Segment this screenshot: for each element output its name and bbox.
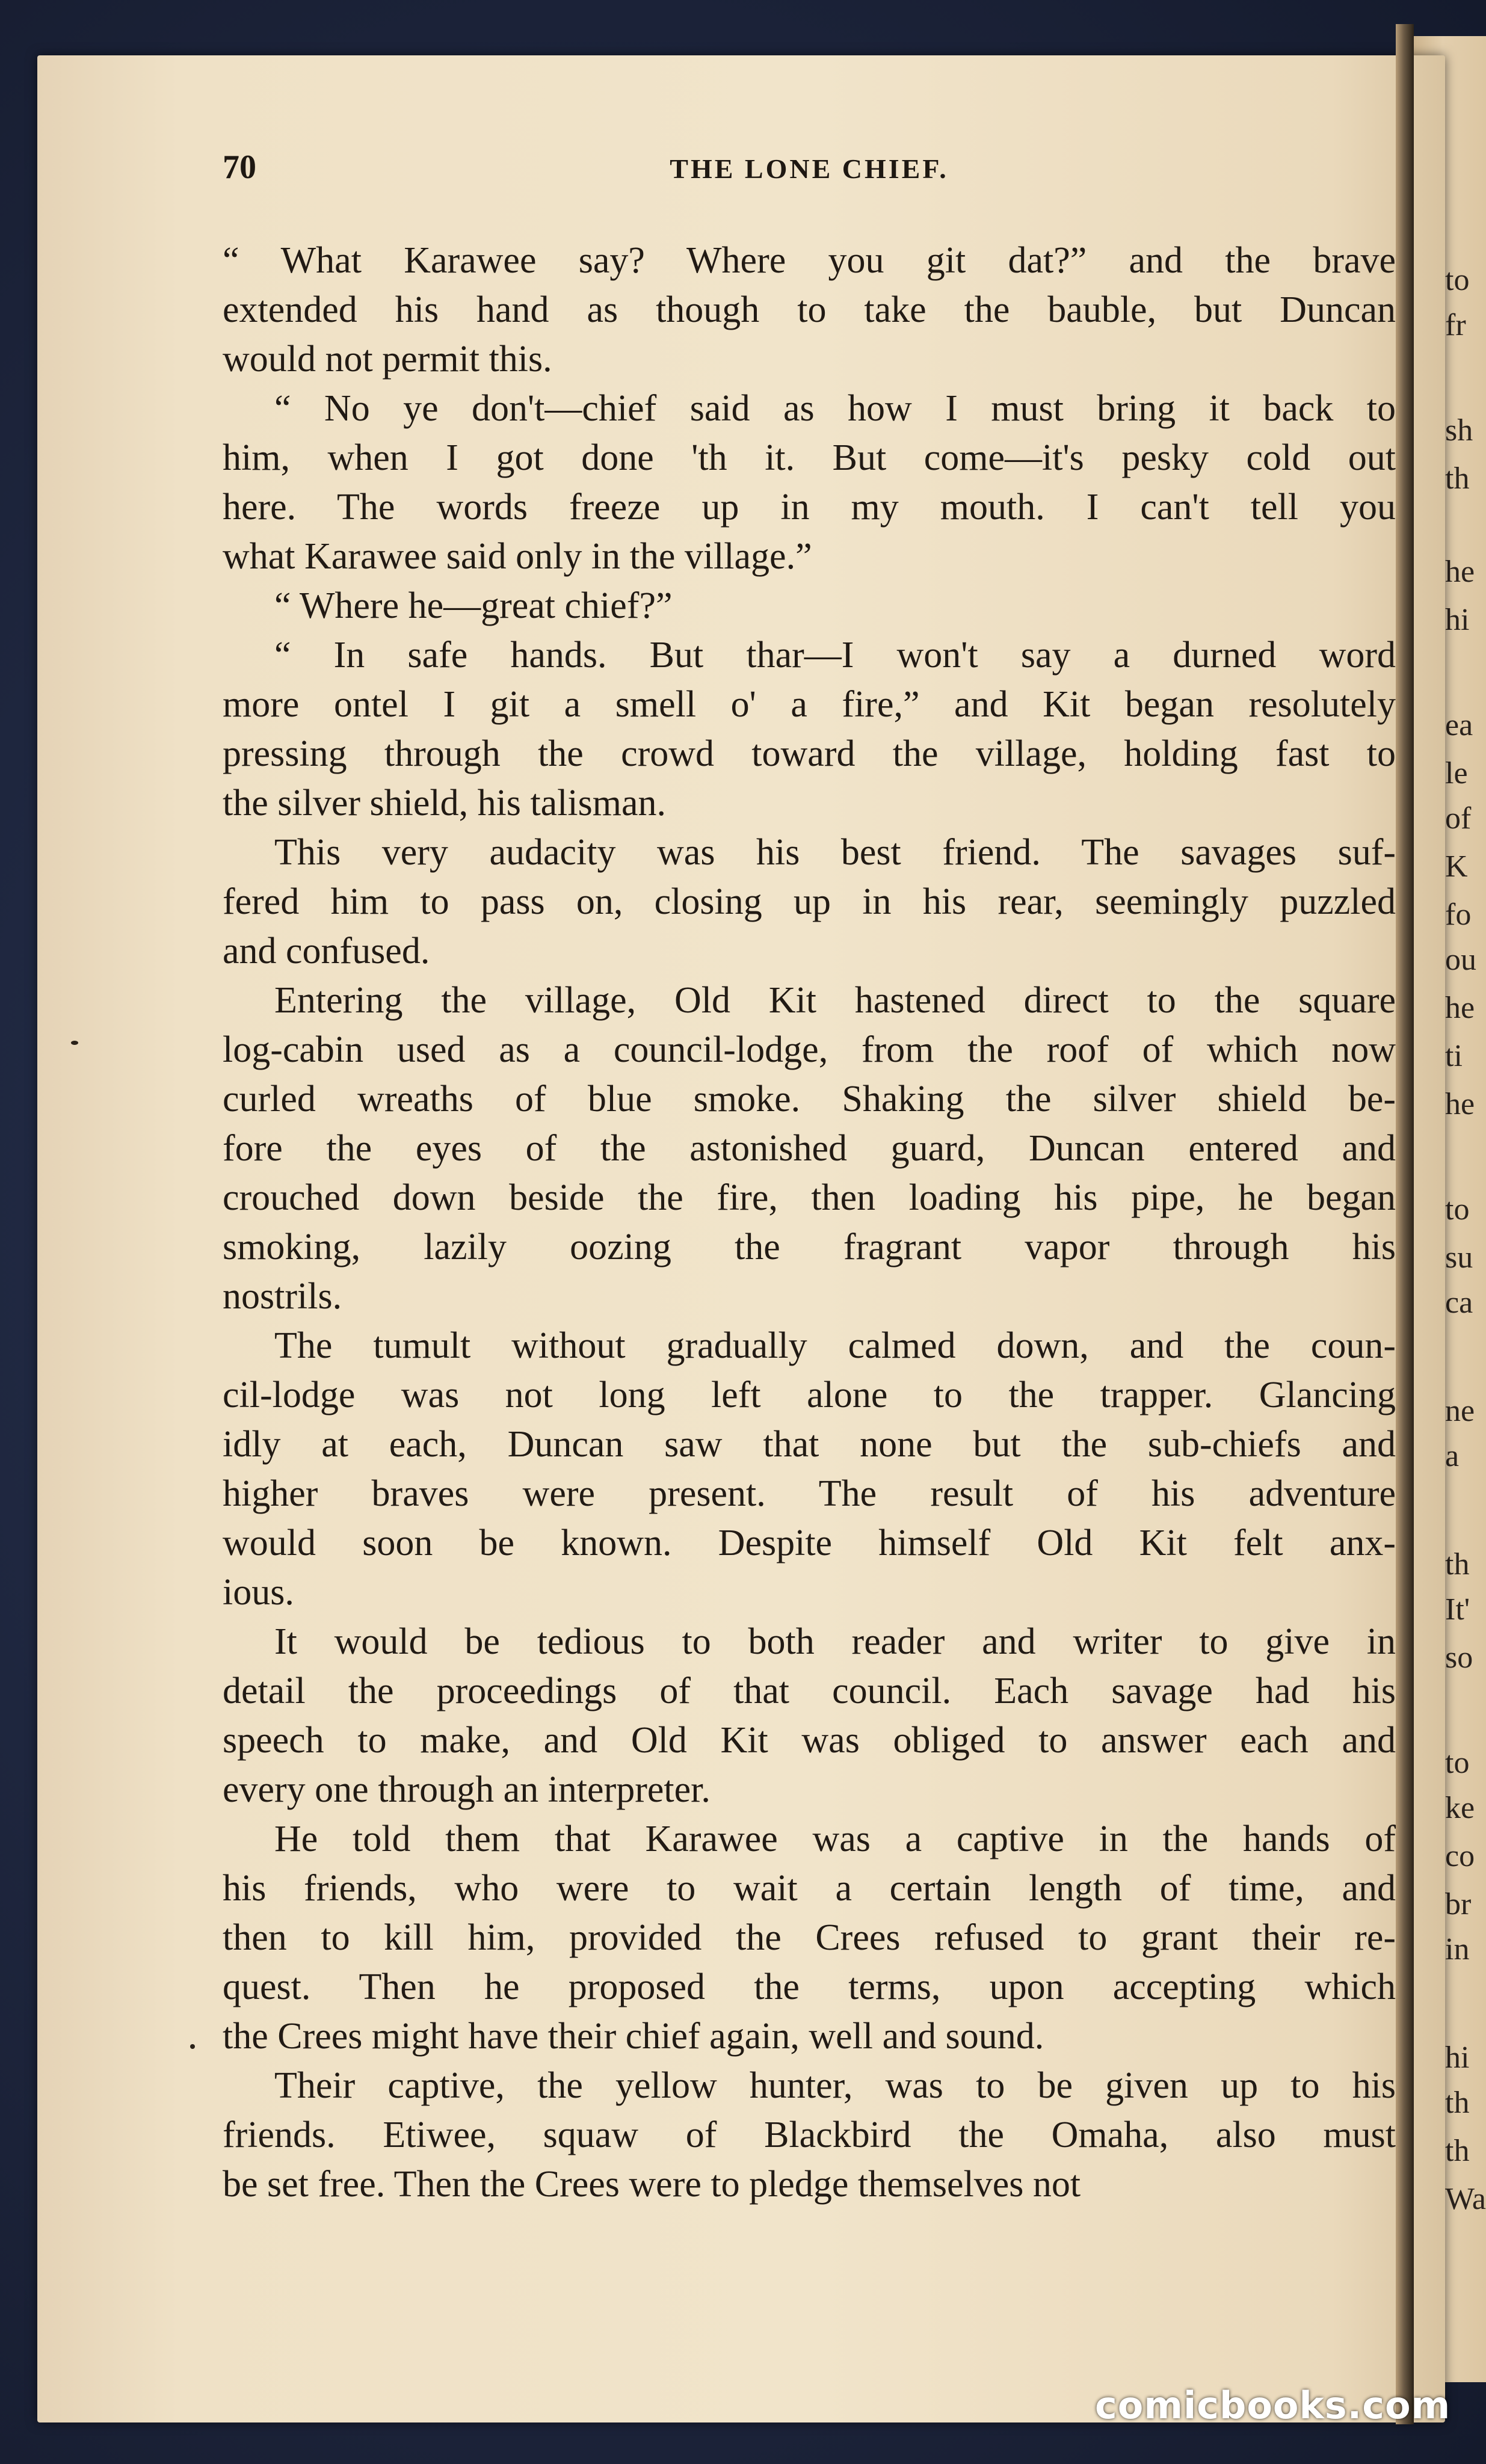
text-line: ious. [223, 1572, 294, 1613]
text-line: then to kill him, provided the Crees refused to grant their re- [223, 1917, 1396, 1958]
facing-page-fragment: hi [1445, 603, 1470, 637]
text-line: quest. Then he proposed the terms, upon accepting which [223, 1967, 1396, 2007]
facing-page-fragment: he [1445, 991, 1475, 1025]
text-line: fore the eyes of the astonished guard, Duncan entered and [223, 1128, 1396, 1169]
text-line: his friends, who were to wait a certain length of time, and [223, 1868, 1396, 1909]
text-line: log-cabin used as a council-lodge, from the roof of which now [223, 1029, 1396, 1070]
text-line: speech to make, and Old Kit was obliged to answer each and [223, 1720, 1396, 1761]
text-line: detail the proceedings of that council. Each savage had his [223, 1671, 1396, 1711]
text-line: and confused. [223, 931, 430, 972]
text-line: here. The words freeze up in my mouth. I can't tell you [223, 487, 1396, 528]
facing-page-fragment: ne [1445, 1394, 1475, 1428]
paragraph [223, 581, 1396, 630]
facing-page-fragment: th [1445, 461, 1470, 496]
paragraph [223, 630, 1396, 828]
text-line: higher braves were present. The result of his adventure [223, 1473, 1396, 1514]
text-line: idly at each, Duncan saw that none but the sub-chiefs and [223, 1424, 1396, 1465]
facing-page-fragment: hi [1445, 2040, 1470, 2075]
running-head [223, 148, 1396, 190]
facing-page-fragment: co [1445, 1839, 1475, 1873]
text-line: crouched down beside the fire, then loading his pipe, he began [223, 1177, 1396, 1218]
facing-page-fragment: th [1445, 2086, 1470, 2120]
facing-page-fragment: ti [1445, 1039, 1463, 1073]
site-watermark: comicbooks.com [1095, 2383, 1451, 2427]
text-line: the Crees might have their chief again, well and sound. [223, 2016, 1044, 2057]
text-line: would not permit this. [223, 339, 552, 380]
text-line: The tumult without gradually calmed down, and the coun- [274, 1325, 1396, 1366]
text-line: pressing through the crowd toward the village, holding fast to [223, 733, 1396, 774]
paragraph [223, 2061, 1396, 2209]
text-line: “ What Karawee say? Where you git dat?” and the brave [223, 240, 1396, 281]
facing-page-fragment: Wa [1445, 2182, 1486, 2216]
text-line: be set free. Then the Crees were to pledge themselves not [223, 2164, 1081, 2205]
text-line: extended his hand as though to take the bauble, but Duncan [223, 289, 1396, 330]
facing-page-fragment: ou [1445, 943, 1476, 977]
paragraph [223, 1814, 1396, 2061]
paragraph [223, 1321, 1396, 1617]
text-line: what Karawee said only in the village.” [223, 536, 812, 577]
running-title: THE LONE CHIEF. [670, 153, 949, 184]
facing-page-fragment: su [1445, 1240, 1473, 1275]
text-line: “ In safe hands. But thar—I won't say a durned word [274, 635, 1396, 676]
facing-page-fragment: It' [1445, 1592, 1470, 1627]
text-line: It would be tedious to both reader and writer to give in [274, 1621, 1396, 1662]
facing-page-fragment: th [1445, 2134, 1470, 2168]
facing-page-fragment: fo [1445, 898, 1472, 932]
facing-page-fragment: ea [1445, 708, 1473, 742]
facing-page-fragment: he [1445, 1087, 1475, 1121]
facing-page-fragment: ca [1445, 1286, 1473, 1320]
facing-page-fragment: le [1445, 756, 1468, 790]
body-text [223, 236, 1396, 2209]
text-line: nostrils. [223, 1276, 342, 1317]
paragraph [223, 384, 1396, 581]
text-line: Entering the village, Old Kit hastened direct to the square [274, 980, 1396, 1021]
paragraph [223, 236, 1396, 384]
paragraph [223, 828, 1396, 976]
facing-page-fragment: to [1445, 263, 1470, 297]
facing-page-fragment: br [1445, 1887, 1472, 1921]
facing-page-fragment: ke [1445, 1791, 1475, 1825]
facing-page-fragment: he [1445, 555, 1475, 589]
text-line: him, when I got done 'th it. But come—it's pesky cold out [223, 437, 1396, 478]
paragraph [223, 1617, 1396, 1814]
text-line: cil-lodge was not long left alone to the trapper. Glancing [223, 1375, 1396, 1415]
facing-page-fragment: to [1445, 1746, 1470, 1780]
page-number: 70 [223, 149, 256, 186]
page-gutter [1396, 24, 1414, 2424]
facing-page-fragment: sh [1445, 413, 1473, 448]
facing-page-fragment: a [1445, 1439, 1460, 1473]
text-line: He told them that Karawee was a captive in the hands of [274, 1819, 1396, 1859]
text-line: smoking, lazily oozing the fragrant vapor through his [223, 1227, 1396, 1267]
facing-page-fragment: of [1445, 801, 1472, 836]
text-line: “ No ye don't—chief said as how I must bring it back to [274, 388, 1396, 429]
facing-page-fragment: th [1445, 1547, 1470, 1582]
facing-page-fragment: K [1445, 849, 1468, 884]
text-line: more ontel I git a smell o' a fire,” and Kit began resolutely [223, 684, 1396, 725]
text-line: curled wreaths of blue smoke. Shaking the silver shield be- [223, 1079, 1396, 1120]
facing-page-fragment: to [1445, 1192, 1470, 1227]
paragraph [223, 976, 1396, 1321]
text-line: would soon be known. Despite himself Old Kit felt anx- [223, 1523, 1396, 1563]
text-line: every one through an interpreter. [223, 1769, 711, 1810]
text-line: friends. Etiwee, squaw of Blackbird the Omaha, also must [223, 2114, 1396, 2155]
text-line: fered him to pass on, closing up in his rear, seemingly puzzled [223, 881, 1396, 922]
ink-speck [190, 2044, 195, 2049]
text-line: the silver shield, his talisman. [223, 783, 667, 824]
text-line: Their captive, the yellow hunter, was to be given up to his [274, 2065, 1396, 2106]
facing-page-fragment: so [1445, 1640, 1473, 1675]
facing-page-fragment: fr [1445, 308, 1466, 342]
ink-speck [71, 1041, 78, 1045]
text-line: This very audacity was his best friend. The savages suf- [274, 832, 1396, 873]
text-line: “ Where he—great chief?” [274, 585, 673, 626]
facing-page-fragment: in [1445, 1932, 1470, 1967]
